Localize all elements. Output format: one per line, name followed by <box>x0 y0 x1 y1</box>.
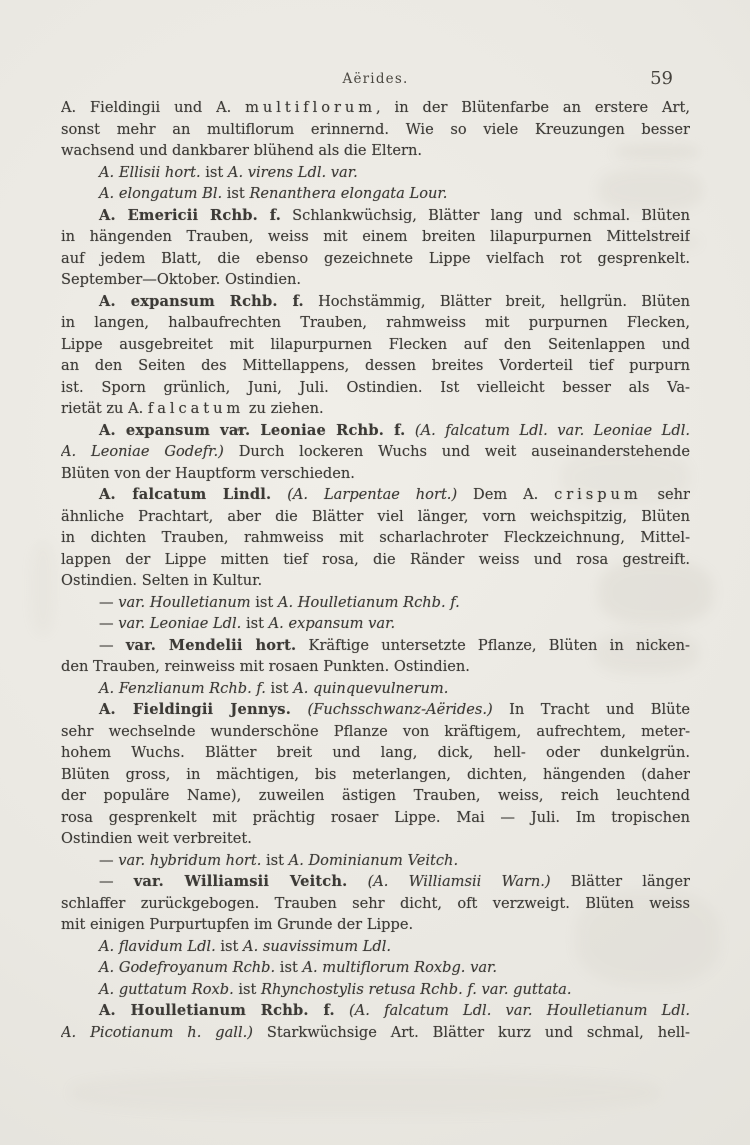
text-line <box>61 162 690 184</box>
text-line <box>61 957 690 979</box>
text-segment: var. hybridum hort. <box>118 851 262 869</box>
text-segment: Starkwüchsige Art. Blätter kurz und schmal, hell- <box>252 1023 690 1041</box>
text-line <box>61 1000 690 1022</box>
text-segment: A. Emericii Rchb. f. <box>99 206 281 224</box>
text-segment <box>291 701 307 718</box>
text-line <box>61 140 690 162</box>
text-line <box>61 97 690 119</box>
text-segment <box>405 422 414 439</box>
text-segment: A. guttatum Roxb. <box>99 980 234 998</box>
text-line <box>61 613 690 635</box>
text-segment: A. expansum Rchb. f. <box>99 292 304 310</box>
text-segment: A. Fieldingii Jennys. <box>99 701 292 718</box>
text-segment: sehr <box>641 486 690 503</box>
text-segment: ist <box>200 163 228 181</box>
text-segment: var. Mendelii hort. <box>125 636 297 654</box>
text-segment: Durch lockeren Wuchs und weit auseinanderstehende <box>223 443 690 460</box>
text-segment: A. suavissimum Ldl. <box>243 937 392 955</box>
text-segment: hohem Wuchs. Blätter breit und lang, dick, hell- oder dunkelgrün. <box>61 744 690 761</box>
text-segment: , in der Blütenfarbe an erstere Art, <box>376 99 690 116</box>
text-line <box>61 119 690 141</box>
text-segment: ist <box>275 959 303 976</box>
text-line <box>61 721 690 743</box>
text-segment: Hochstämmig, Blätter breit, hellgrün. Blüten <box>303 292 690 310</box>
text-segment: A. Fenzlianum Rchb. f. <box>99 679 266 697</box>
text-line <box>61 312 690 334</box>
text-line <box>61 936 690 958</box>
text-segment: Blüten von der Hauptform verschieden. <box>61 464 355 482</box>
text-segment: wachsend und dankbarer blühend als die Eltern. <box>61 142 423 159</box>
text-segment <box>271 486 287 503</box>
text-line <box>61 377 690 399</box>
text-segment: A. elongatum Bl. <box>99 185 223 202</box>
text-segment: — <box>99 593 119 611</box>
text-line <box>61 248 690 270</box>
text-segment: var. Williamsii Veitch. <box>133 873 348 890</box>
text-segment: A. virens Ldl. var. <box>227 163 358 181</box>
text-segment: ist <box>222 185 250 202</box>
text-line <box>61 656 690 678</box>
text-line <box>61 226 690 248</box>
text-line <box>61 979 690 1001</box>
text-segment: auf jedem Blatt, die ebenso gezeichnete Lippe vielfach rot gesprenkelt. <box>61 249 690 267</box>
bleedthrough-smudge <box>30 540 56 635</box>
text-segment: In Tracht und Blüte <box>492 701 690 718</box>
text-segment: ähnliche Prachtart, aber die Blätter viel länger, vorn weichspitzig, Blüten <box>61 507 690 525</box>
text-segment: (A. falcatum Ldl. var. Houlletianum Ldl. <box>349 1002 690 1019</box>
text-segment: rietät zu A. <box>61 400 148 417</box>
text-segment: Renanthera elongata Lour. <box>249 185 448 202</box>
text-segment <box>335 1002 349 1019</box>
text-segment: A. flavidum Ldl. <box>99 937 216 955</box>
text-segment: lappen der Lippe mitten tief rosa, die Ränder weiss und rosa gestreift. <box>61 550 690 568</box>
text-segment: A. expansum var. <box>268 615 396 632</box>
text-segment: — <box>99 873 134 890</box>
text-segment: A. Ellisii hort. <box>99 163 201 181</box>
text-segment: sonst mehr an multiflorum erinnernd. Wie so viele Kreuzungen besser <box>61 120 690 138</box>
text-line <box>61 506 690 528</box>
text-segment: ist <box>261 851 289 869</box>
text-line <box>61 205 690 227</box>
text-segment <box>347 873 367 890</box>
text-segment: A. multiflorum Roxbg. var. <box>302 959 498 976</box>
text-segment: (A. falcatum Ldl. var. Leoniae Ldl. <box>414 421 690 439</box>
text-line <box>61 914 690 936</box>
text-segment: Blüten gross, in mächtigen, bis meterlangen, dichten, hängenden (daher <box>61 765 690 783</box>
text-segment: Ostindien weit verbreitet. <box>61 830 252 847</box>
text-segment: var. Leoniae Ldl. <box>118 615 242 632</box>
section-title: Aërides. <box>342 71 409 87</box>
text-segment: A. quinquevulnerum. <box>293 679 449 697</box>
text-line <box>61 592 690 614</box>
text-segment: schlaffer zurückgebogen. Trauben sehr dicht, oft verzweigt. Blüten weiss <box>61 894 690 912</box>
text-line <box>61 635 690 657</box>
text-segment: sehr wechselnde wunderschöne Pflanze von kräftigem, aufrechtem, meter- <box>61 722 690 740</box>
text-segment: A. Fieldingii und A. <box>61 99 246 116</box>
text-line <box>61 549 690 571</box>
text-segment: ist <box>233 980 262 998</box>
bleedthrough-smudge <box>70 1070 660 1115</box>
text-segment: ist <box>265 679 294 697</box>
text-line <box>61 678 690 700</box>
text-segment: A. Picotianum h. gall.) <box>61 1023 253 1041</box>
text-segment: A. Leoniae Godefr.) <box>61 443 224 460</box>
text-segment: falcatum <box>147 400 245 417</box>
text-segment: rosa gesprenkelt mit prächtig rosaer Lippe. Mai — Juli. Im tropischen <box>61 808 690 826</box>
text-line <box>61 183 690 205</box>
text-line <box>61 570 690 592</box>
text-segment: A. Dominianum Veitch. <box>288 851 459 869</box>
text-line <box>61 484 690 506</box>
text-segment: (A. Larpentae hort.) <box>287 486 458 503</box>
text-segment: — <box>99 636 126 654</box>
text-segment: Schlankwüchsig, Blätter lang und schmal. Blüten <box>281 206 690 224</box>
text-segment: Kräftige untersetzte Pflanze, Blüten in nicken- <box>296 636 690 654</box>
text-line <box>61 420 690 442</box>
text-segment: an den Seiten des Mittellappens, dessen breites Vorderteil tief purpurn <box>61 357 690 374</box>
text-segment: — <box>99 615 119 632</box>
text-line <box>61 699 690 721</box>
page-number: 59 <box>650 68 673 89</box>
text-line <box>61 1022 690 1044</box>
text-segment: in hängenden Trauben, weiss mit einem breiten lilapurpurnen Mittelstreif <box>61 228 690 245</box>
text-segment: Ostindien. Selten in Kultur. <box>61 572 263 589</box>
running-head <box>61 68 690 91</box>
text-segment: ist <box>241 615 269 632</box>
text-line <box>61 807 690 829</box>
text-line <box>61 398 690 420</box>
text-line <box>61 742 690 764</box>
text-line <box>61 785 690 807</box>
text-segment: in dichten Trauben, rahmweiss mit scharlachroter Fleckzeichnung, Mittel- <box>61 529 690 546</box>
text-line <box>61 893 690 915</box>
text-segment: ist <box>250 593 278 611</box>
text-line <box>61 355 690 377</box>
text-segment: var. Houlletianum <box>118 593 251 611</box>
text-segment: Blätter länger <box>550 873 690 890</box>
text-segment: ist <box>215 937 244 955</box>
text-segment: A. Godefroyanum Rchb. <box>99 959 276 976</box>
text-line <box>61 764 690 786</box>
text-line <box>61 269 690 291</box>
text-line <box>61 463 690 485</box>
text-line <box>61 441 690 463</box>
text-segment: September—Oktober. Ostindien. <box>61 271 302 288</box>
text-segment: den Trauben, reinweiss mit rosaen Punkten. Ostindien. <box>61 658 470 675</box>
text-segment: A. Houlletianum Rchb. f. <box>99 1002 335 1019</box>
text-segment: Lippe ausgebreitet mit lilapurpurnen Flecken auf den Seitenlappen und <box>61 335 690 353</box>
text-segment: A. Houlletianum Rchb. f. <box>277 593 460 611</box>
text-line <box>61 828 690 850</box>
text-segment: ist. Sporn grünlich, Juni, Juli. Ostindien. Ist vielleicht besser als Va- <box>61 378 690 396</box>
text-line <box>61 850 690 872</box>
text-block <box>61 97 690 1043</box>
text-segment: zu ziehen. <box>244 400 324 417</box>
text-segment: — <box>99 851 119 869</box>
text-line <box>61 334 690 356</box>
text-line <box>61 527 690 549</box>
text-segment: (A. Williamsii Warn.) <box>367 873 551 890</box>
text-segment: der populäre Name), zuweilen ästigen Trauben, weiss, reich leuchtend <box>61 787 690 804</box>
text-segment: Rhynchostylis retusa Rchb. f. var. guttata. <box>261 980 572 998</box>
text-line <box>61 871 690 893</box>
text-segment: in langen, halbaufrechten Trauben, rahmweiss mit purpurnen Flecken, <box>61 314 690 331</box>
text-segment: A. falcatum Lindl. <box>99 486 272 503</box>
text-segment: crispum <box>554 486 642 503</box>
text-segment: mit einigen Purpurtupfen im Grunde der Lippe. <box>61 916 414 933</box>
text-segment: A. expansum var. Leoniae Rchb. f. <box>99 421 406 439</box>
text-segment: Dem A. <box>457 486 555 503</box>
text-segment: multiflorum <box>245 99 377 116</box>
text-segment: (Fuchsschwanz-Aërides.) <box>307 701 493 718</box>
text-line <box>61 291 690 313</box>
